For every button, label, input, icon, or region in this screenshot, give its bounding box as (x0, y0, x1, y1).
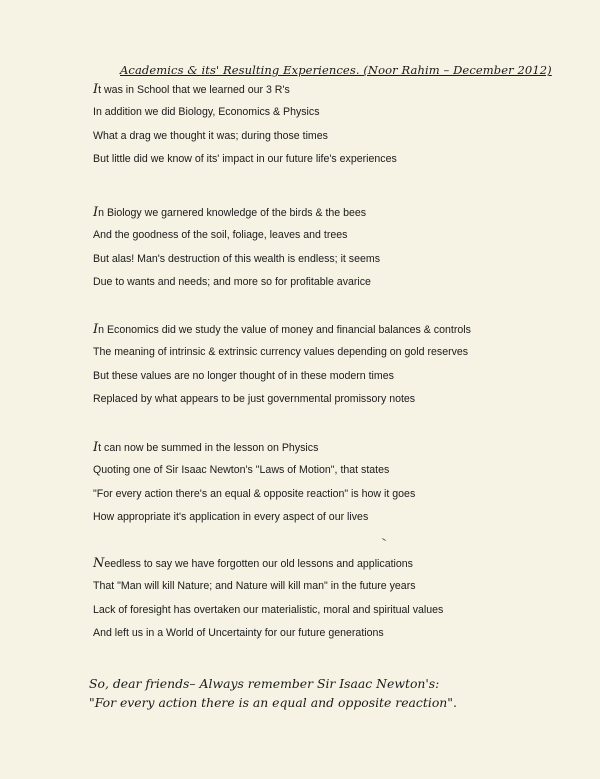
line-text: That "Man will kill Nature; and Nature will kill man" in the future years (93, 580, 416, 593)
poem-line (93, 365, 471, 388)
line-text: But little did we know of its' impact in our future life's experiences (93, 153, 397, 166)
poem-line (93, 101, 397, 124)
line-text: But alas! Man's destruction of this wealth is endless; it seems (93, 252, 381, 265)
poem-line (93, 622, 443, 645)
stray-pen-mark (382, 538, 386, 541)
line-text: And left us in a World of Uncertainty for our future generations (93, 627, 384, 640)
poem-line (93, 271, 380, 294)
line-text: But these values are no longer thought of in these modern times (93, 369, 394, 382)
poem-line (93, 483, 415, 506)
line-text: "For every action there's an equal & opposite reaction" is how it goes (93, 487, 416, 500)
poem-line (93, 575, 443, 598)
line-text: t can now be summed in the lesson on Physics (98, 442, 319, 454)
stanza-5 (93, 552, 443, 646)
stanza-4 (93, 436, 415, 530)
line-text: eedless to say we have forgotten our old lessons and applications (104, 558, 413, 570)
poem-line (93, 148, 397, 171)
line-text: t was in School that we learned our 3 R's (98, 84, 290, 96)
line-text: What a drag we thought it was; during those times (93, 129, 328, 142)
drop-initial: I (93, 440, 99, 455)
line-text: n Biology we garnered knowledge of the birds & the bees (98, 207, 367, 219)
poem-line (93, 341, 471, 364)
line-text: Replaced by what appears to be just governmental promissory notes (93, 393, 416, 406)
line-text: In addition we did Biology, Economics & Physics (93, 106, 320, 119)
closing-quote (89, 674, 457, 712)
line-text: And the goodness of the soil, foliage, leaves and trees (93, 229, 348, 242)
poem-line (93, 318, 471, 341)
drop-initial: I (93, 82, 99, 97)
stanza-1 (93, 78, 397, 172)
line-text: Lack of foresight has overtaken our materialistic, moral and spiritual values (93, 603, 444, 616)
poem-line (93, 201, 380, 224)
poem-line (93, 436, 415, 459)
poem-line (93, 506, 415, 529)
line-text: Due to wants and needs; and more so for profitable avarice (93, 276, 371, 289)
poem-line (93, 125, 397, 148)
line-text: How appropriate it's application in every aspect of our lives (93, 511, 369, 524)
poem-line (93, 599, 443, 622)
line-text: n Economics did we study the value of money and financial balances & controls (98, 324, 471, 336)
drop-initial: I (93, 322, 99, 337)
poem-line (93, 388, 471, 411)
poem-line (93, 552, 443, 575)
closing-line-2: "For every action there is an equal and opposite reaction". (89, 695, 457, 710)
drop-initial: I (93, 205, 99, 220)
drop-initial: N (93, 556, 105, 571)
line-text: Quoting one of Sir Isaac Newton's "Laws of Motion", that states (93, 464, 390, 477)
poem-title: Academics & its' Resulting Experiences. (Noor Rahim – December 2012) (120, 63, 552, 77)
poem-line (93, 459, 415, 482)
line-text: The meaning of intrinsic & extrinsic currency values depending on gold reserves (93, 346, 469, 359)
poem-line (93, 224, 380, 247)
stanza-3 (93, 318, 471, 412)
poem-line (93, 248, 380, 271)
poem-line (93, 78, 397, 101)
stanza-2 (93, 201, 380, 295)
closing-line-1: So, dear friends– Always remember Sir Isaac Newton's: (89, 676, 440, 691)
